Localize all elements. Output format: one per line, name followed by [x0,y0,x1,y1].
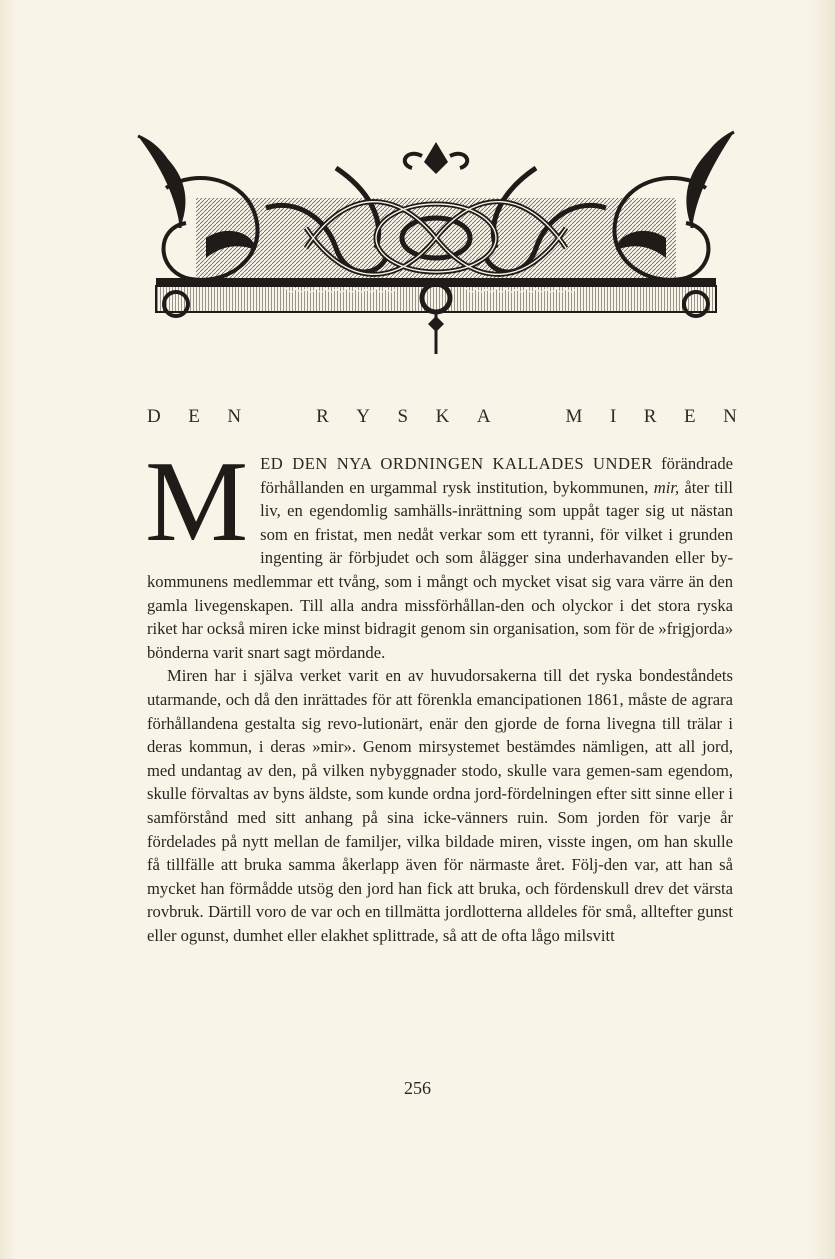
heading-letter: R [643,406,657,427]
paragraph-1 [145,438,733,664]
heading-letter: N [227,406,242,427]
heading-letter: R [316,406,329,427]
heading-letter: Y [356,406,370,427]
first-line-caps: ED DEN NYA ORDNINGEN KALLADES UNDER [260,454,653,473]
heading-letter: E [188,406,200,427]
paragraph-1-part-a: förändrade förhållanden en urgammal rysk institution, bykommunen, [260,454,733,497]
page-number: 256 [404,1078,431,1098]
heading-letter: I [609,406,617,427]
knotwork-headpiece-ornament [136,128,736,356]
heading-letter: N [723,406,737,427]
heading-letter: K [435,406,450,427]
heading-letter: E [683,406,696,427]
paragraph-2: Miren har i själva verket varit en av huvudorsakerna till det ryska bondeståndets utarmande, och då den inrättades för att förenkla emancipationen 1861, måste de agrara förhållandena gestalta sig revo-lutionärt, enär den gjorde de forna livegna till trälar i deras kommun, i deras »mir». Genom mirsystemet bestämdes nämligen, att all jord, med undantag av den, på vilken nybyggnader stodo, skulle vara gemen-sam egendom, skulle förvaltas av byns äldste, som kunde ordna jord-fördelningen efter sitt sinne eller i samförstånd med sitt anhang på sina icke-vänners ruin. Som jorden för varje år fördelades på nytt mellan de familjer, vilka bildade miren, visste ingen, om han skulle få tillfälle att bruka samma åkerlapp även för närmaste året. Följ-den var, att han så mycket han förmådde utsög den jord han fick att bruka, och fördenskull drev det värsta rovbruk. Därtill voro de var och en tillmätta jordlotterna alldeles för små, alltefter gunst eller ogunst, dumhet eller elakhet splittrade, så att de ofta lågo milsvitt [147,666,733,945]
paragraph-1-part-b: åter till liv, en egendomlig samhälls-inrättning som uppåt tager sig ut nästan som en fristat, men nedåt verkar som ett tyranni, för vilket i grunden ingenting är förbjudet och som ålägger sina underhavanden eller by-kommunens medlemmar ett tvång, som i mångt och mycket visat sig vara värre än den gamla livegenskapen. Till alla andra missförhållan-den och olyckor i det stora ryska riket har också miren icke minst bidragit genom sin organisation, som för de »frigjorda» bönderna varit snart sagt mördande. [147,477,733,662]
heading-letter: D [147,406,161,427]
drop-cap: M [145,438,249,566]
body-text [145,438,733,947]
chapter-heading [147,406,737,428]
paragraph-1-italic: mir, [653,477,680,497]
heading-letter: S [397,406,409,427]
heading-letter: A [476,406,491,427]
heading-letter: M [565,406,583,427]
